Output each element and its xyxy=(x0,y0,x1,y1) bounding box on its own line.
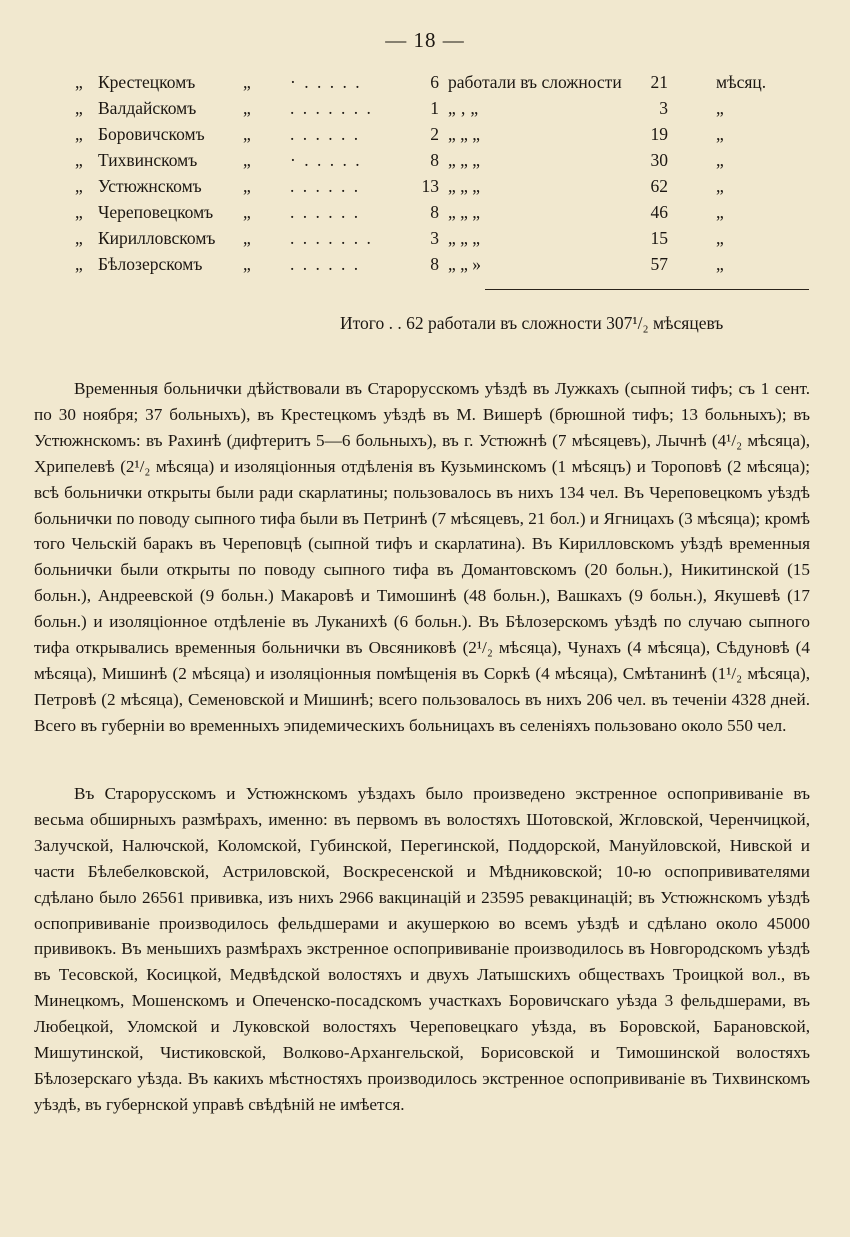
leader-dots: · . . . . . xyxy=(290,72,362,92)
table-row xyxy=(0,176,850,202)
ditto-mark: „ xyxy=(243,98,251,118)
months-value: 19 xyxy=(650,124,668,144)
months-value: 57 xyxy=(650,254,668,274)
table-row xyxy=(0,72,850,98)
months-value: 3 xyxy=(659,98,668,118)
district-name: Бѣлозерскомъ xyxy=(98,254,203,274)
ditto-mark: „ xyxy=(75,254,83,274)
worker-count: 6 xyxy=(430,72,439,92)
row-text: „ „ „ xyxy=(448,150,481,170)
ditto-mark: „ xyxy=(75,202,83,222)
paragraph-vaccination: Въ Старорусскомъ и Устюжнскомъ уѣздахъ было произведено экстренное оспопрививаніе въ весьма обширныхъ размѣрахъ, именно: въ первомъ въ волостяхъ Шотовской, Жгловской, Черенчицкой, Залучской, Налючской, Коломской, Губинской, Перегинской, Поддорской, Мануйловской, Нивской и части Бѣлебелковской, Астриловской, Воскресенской и Мѣдниковской; 10-ю оспопрививателями сдѣлано было 26561 прививка, изъ нихъ 2966 вакцинацій и 23595 ревакцинацій; въ Устюжнскомъ уѣздѣ оспопрививаніе производилось фельдшерами и акушеркою во всемъ уѣздѣ и сдѣлано около 45000 прививокъ. Въ меньшихъ размѣрахъ экстренное оспопрививаніе производилось въ Новгородскомъ уѣздѣ въ Тесовской, Косицкой, Медвѣдской волостяхъ и двухъ Латышскихъ обществахъ Троицкой вол., въ Минецкомъ, Мошенскомъ и Опеченско-посадскомъ участкахъ Боровичскаго уѣзда 3 фельдшерами, въ Любецкой, Уломской и Луковской волостяхъ Череповецкаго уѣзда, въ Боровской, Барановской, Мишутинской, Чистиковской, Волково-Архангельской, Борисовской и Тимошинской волостяхъ Бѣлозерскаго уѣзда. Въ какихъ мѣстностяхъ производилось экстренное оспопрививаніе въ Тихвинскомъ уѣздѣ, въ губернской управѣ свѣдѣній не имѣется. xyxy=(34,784,810,1114)
page-number: — 18 — xyxy=(385,28,465,52)
worker-count: 8 xyxy=(430,150,439,170)
months-value: 46 xyxy=(650,202,668,222)
leader-dots: . . . . . . xyxy=(290,176,361,196)
worker-count: 13 xyxy=(421,176,439,196)
ditto-mark: „ xyxy=(75,228,83,248)
months-value: 15 xyxy=(650,228,668,248)
district-name: Тихвинскомъ xyxy=(98,150,198,170)
district-name: Устюжнскомъ xyxy=(98,176,202,196)
row-text: „ ‚ „ xyxy=(448,98,479,118)
table-row xyxy=(0,98,850,124)
leader-dots: . . . . . . xyxy=(290,254,361,274)
ditto-mark: „ xyxy=(75,98,83,118)
table-row xyxy=(0,228,850,254)
leader-dots: . . . . . . xyxy=(290,202,361,222)
district-name: Крестецкомъ xyxy=(98,72,196,92)
months-unit: „ xyxy=(716,176,724,196)
row-text: „ „ » xyxy=(448,254,482,274)
months-value: 62 xyxy=(650,176,668,196)
table-row xyxy=(0,254,850,280)
months-value: 21 xyxy=(650,72,668,92)
worker-count: 2 xyxy=(430,124,439,144)
leader-dots: . . . . . . xyxy=(290,124,361,144)
district-name: Кирилловскомъ xyxy=(98,228,216,248)
district-name: Валдайскомъ xyxy=(98,98,197,118)
ditto-mark: „ xyxy=(243,176,251,196)
worker-count: 1 xyxy=(430,98,439,118)
worker-count: 8 xyxy=(430,202,439,222)
months-unit: „ xyxy=(716,228,724,248)
months-unit: „ xyxy=(716,202,724,222)
table-row xyxy=(0,124,850,150)
ditto-mark: „ xyxy=(75,176,83,196)
row-text: „ „ „ xyxy=(448,202,481,222)
months-unit: „ xyxy=(716,150,724,170)
ditto-mark: „ xyxy=(243,150,251,170)
worker-count: 3 xyxy=(430,228,439,248)
district-name: Череповецкомъ xyxy=(98,202,214,222)
row-text: „ „ „ xyxy=(448,124,481,144)
ditto-mark: „ xyxy=(243,72,251,92)
months-unit: „ xyxy=(716,98,724,118)
paragraph-temporary-hospitals: Временныя больнички дѣйствовали въ Старорусскомъ уѣздѣ въ Лужкахъ (сыпной тифъ; съ 1 сент. по 30 ноября; 37 больныхъ), въ Крестецкомъ уѣздѣ въ М. Вишерѣ (брюшной тифъ; 13 больныхъ); въ Устюжнскомъ: въ Рахинѣ (дифтеритъ 5—6 больныхъ), въ г. Устюжнѣ (7 мѣсяцевъ), Лычнѣ (4¹/₂ мѣсяца), Хрипелевѣ (2¹/₂ мѣсяца) и изоляціонныя отдѣленія въ Кузьминскомъ (1 мѣсяцъ) и Тороповѣ (2 мѣсяца); всѣ больнички открыты были ради скарлатины; пользовалось въ нихъ 134 чел. Въ Череповецкомъ уѣздѣ больнички по поводу сыпного тифа были въ Петринѣ (7 мѣсяцевъ, 21 бол.) и Ягницахъ (3 мѣсяца); кромѣ того Чельскій баракъ въ Череповцѣ (сыпной тифъ и скарлатина). Въ Кирилловскомъ уѣздѣ временныя больнички были открыты по поводу сыпного тифа въ Домантовскомъ (20 больн.), Никитинской (15 больн.), Андреевской (9 больн.) Макаровѣ и Тимошинѣ (48 больн.), Вашкахъ (9 больн.), Якушевѣ (17 больн.) и изоляціонное отдѣленіе въ Луканихѣ (6 больн.). Въ Бѣлозерскомъ уѣздѣ по случаю сыпного тифа открывались временныя больнички въ Овсяниковѣ (2¹/₂ мѣсяца), Чунахъ (4 мѣсяца), Сѣдуновѣ (4 мѣсяца), Мишинѣ (2 мѣсяца) и изоляціонныя помѣщенія въ Соркѣ (4 мѣсяца), Смѣтанинѣ (1¹/₂ мѣсяца), Петровѣ (2 мѣсяца), Семеновской и Мишинѣ; всего пользовалось въ нихъ 206 чел. въ теченіи 4328 дней. Всего въ губерніи во временныхъ эпидемическихъ больницахъ въ селеніяхъ пользовано около 550 чел. xyxy=(34,379,810,735)
ditto-mark: „ xyxy=(243,254,251,274)
ditto-mark: „ xyxy=(75,150,83,170)
months-unit: „ xyxy=(716,124,724,144)
table-row xyxy=(0,150,850,176)
leader-dots: · . . . . . xyxy=(290,150,362,170)
row-text: работали въ сложности xyxy=(448,72,622,92)
ditto-mark: „ xyxy=(243,228,251,248)
district-name: Боровичскомъ xyxy=(98,124,205,144)
ditto-mark: „ xyxy=(243,202,251,222)
months-unit: мѣсяц. xyxy=(716,72,767,92)
row-text: „ „ „ xyxy=(448,176,481,196)
ditto-mark: „ xyxy=(75,124,83,144)
leader-dots: . . . . . . . xyxy=(290,228,373,248)
row-text: „ „ „ xyxy=(448,228,481,248)
months-value: 30 xyxy=(650,150,668,170)
table-row xyxy=(0,202,850,228)
leader-dots: . . . . . . . xyxy=(290,98,373,118)
total-rule xyxy=(485,289,809,290)
worker-count: 8 xyxy=(430,254,439,274)
months-unit: „ xyxy=(716,254,724,274)
ditto-mark: „ xyxy=(75,72,83,92)
ditto-mark: „ xyxy=(243,124,251,144)
table-total: Итого . . 62 работали въ сложности 307¹/₂ мѣсяцевъ xyxy=(340,313,724,333)
